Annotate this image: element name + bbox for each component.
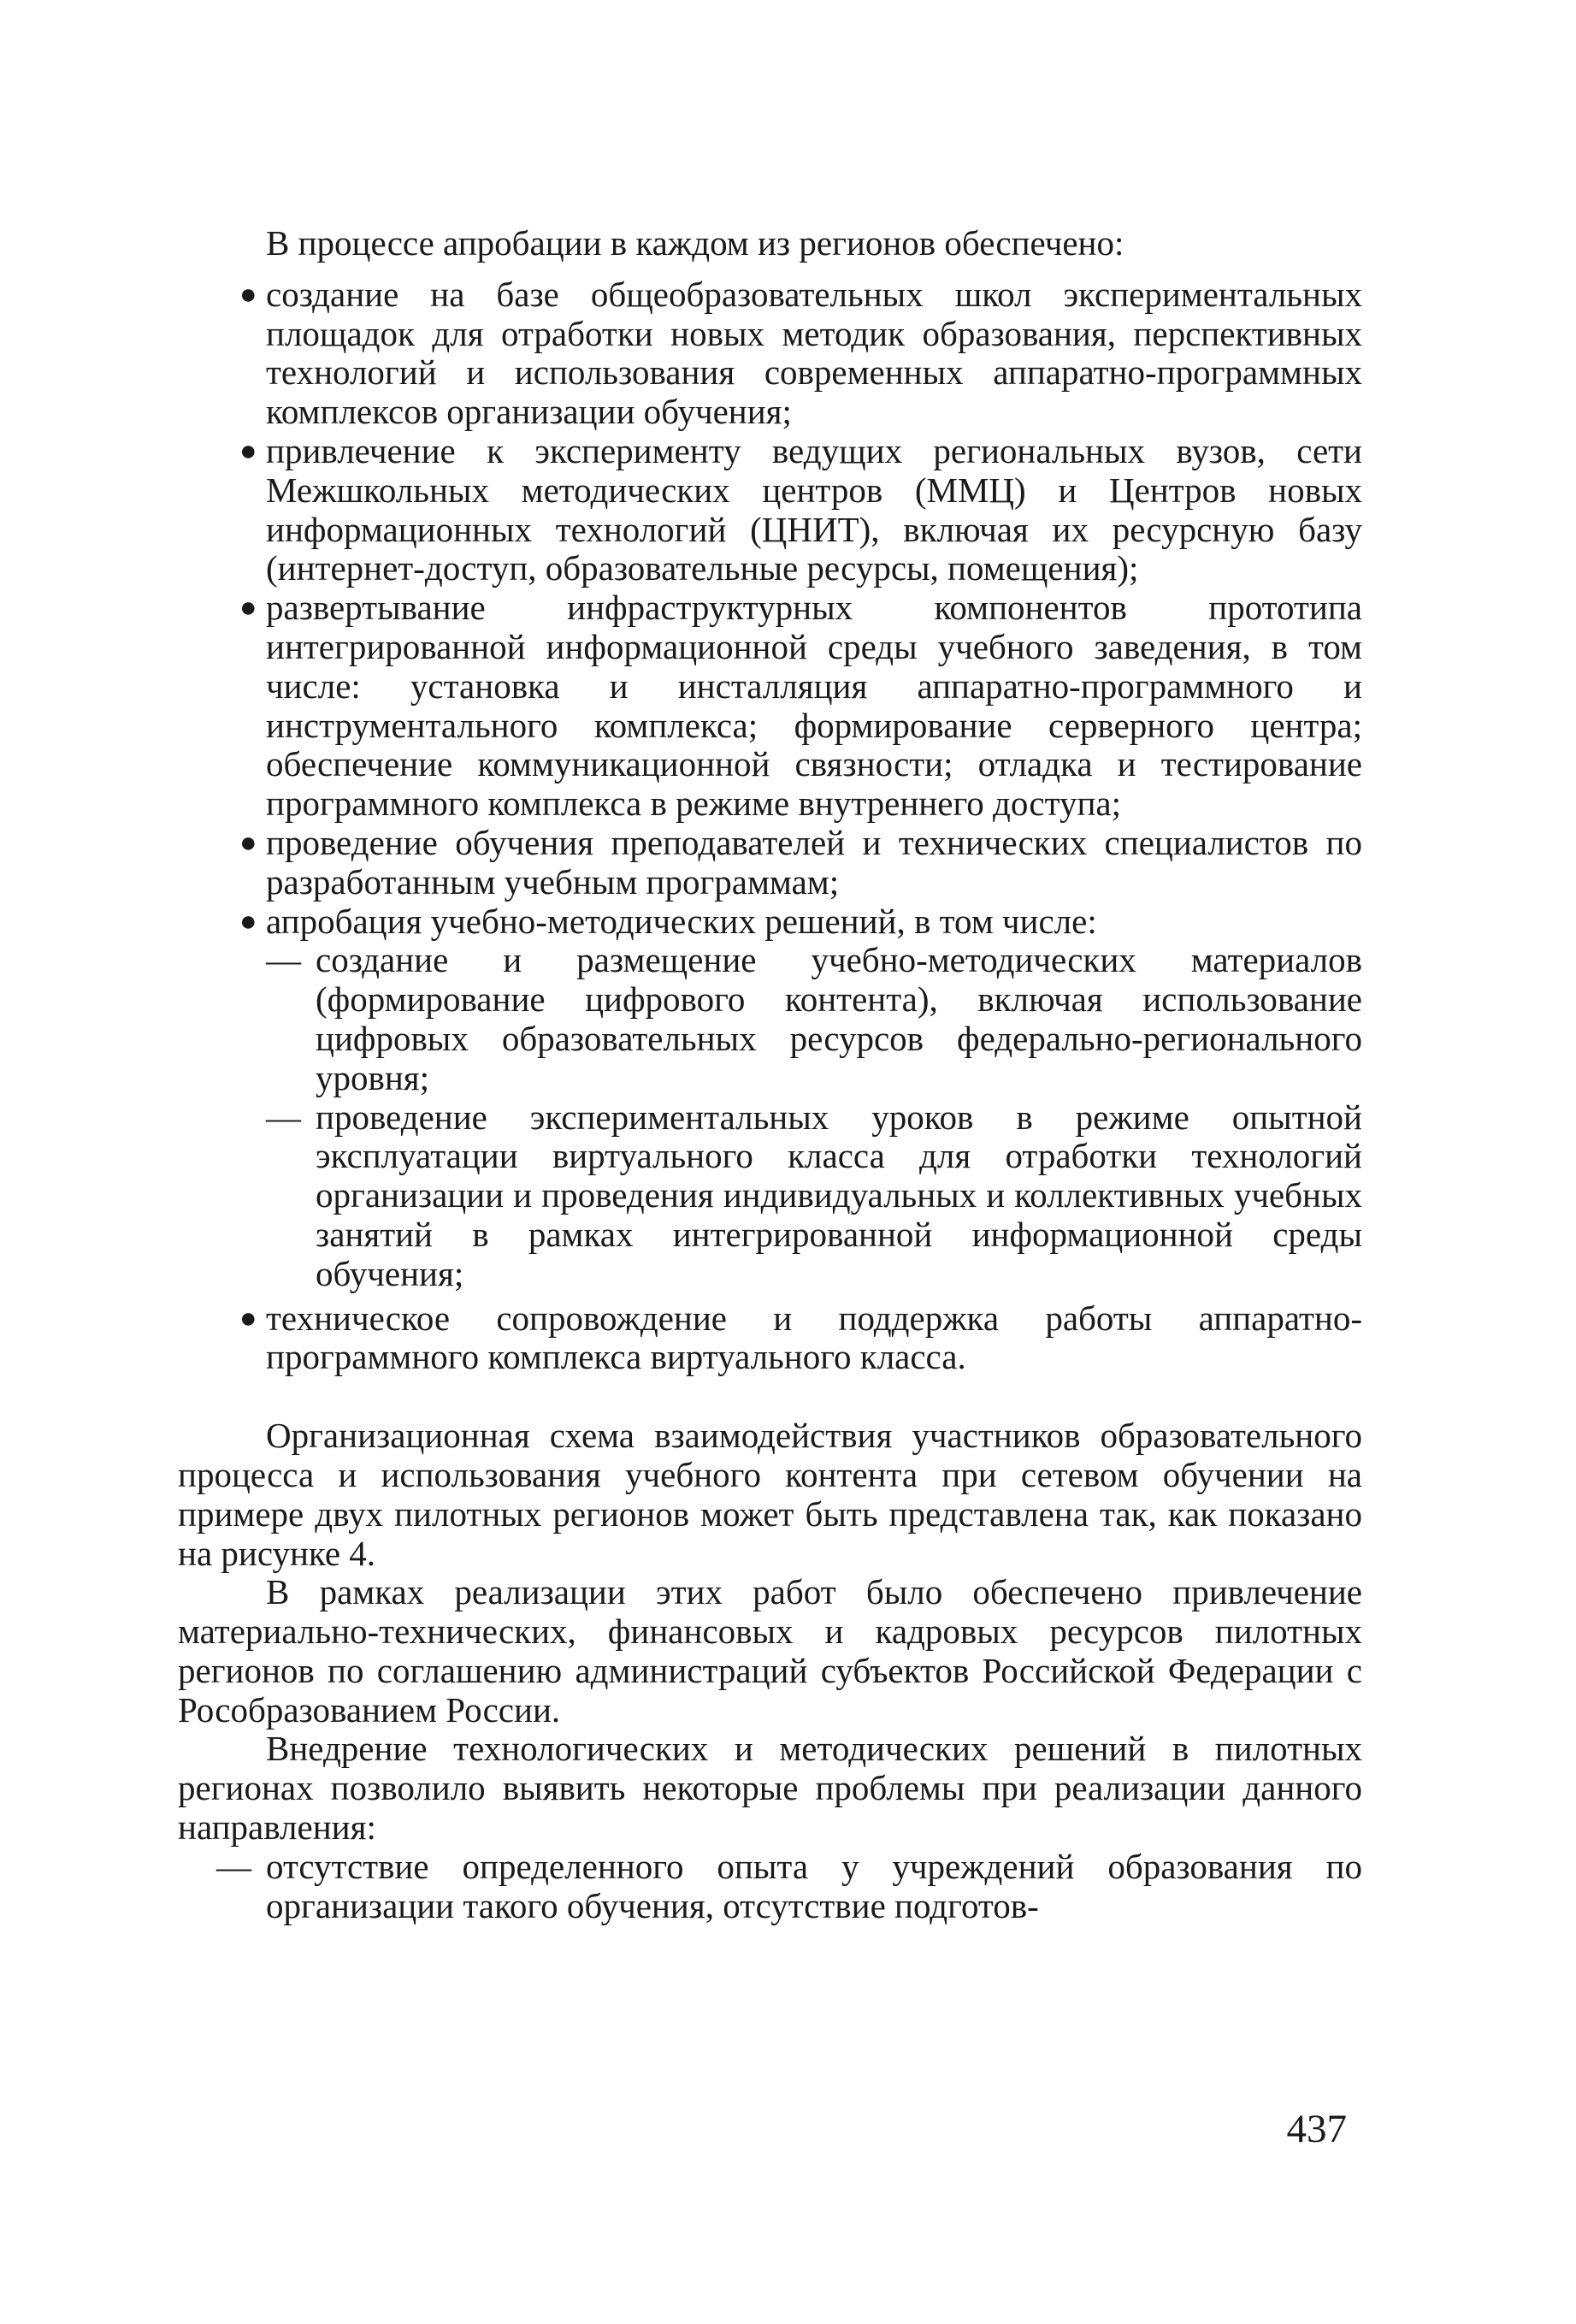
dash-marker: —	[266, 1097, 301, 1137]
bullet-text: апробация учебно-методических решений, в том числе:	[266, 901, 1097, 941]
sub-item-text: создание и размещение учебно-методических материалов (формирование цифрового контента), включая использование цифровых образовательных ресурсов федерально-регионального уровня;	[316, 940, 1362, 1097]
body-paragraph: Внедрение технологических и методических решений в пилотных регионах позволило выявить некоторые проблемы при реализации данного направления:	[178, 1729, 1362, 1848]
sub-list	[178, 941, 1362, 1293]
text-column	[178, 224, 1362, 1925]
bullet-text: привлечение к эксперименту ведущих региональных вузов, сети Межшкольных методических центров (ММЦ) и Центров новых информационных технологий (ЦНИТ), включая их ресурсную базу (интернет-доступ, образовательные ресурсы, помещения);	[266, 430, 1362, 588]
bullet-item	[178, 824, 1362, 902]
dash-marker: —	[266, 940, 301, 980]
problem-list-item	[178, 1848, 1362, 1926]
bullet-marker-icon: ●	[239, 435, 257, 467]
sub-item-text: проведение экспериментальных уроков в режиме опытной эксплуатации виртуального класса для отработки технологий организации и проведения индивидуальных и коллективных учебных занятий в рамках интегрированной информационной среды обучения;	[316, 1097, 1362, 1293]
bullet-marker-icon: ●	[239, 1302, 257, 1334]
sub-list-item	[178, 1098, 1362, 1294]
bullet-text: проведение обучения преподавателей и технических специалистов по разработанным учебным программам;	[266, 822, 1362, 902]
bullet-text: техническое сопровождение и поддержка работы аппаратно-программного комплекса виртуального класса.	[266, 1298, 1362, 1377]
problem-item-text: отсутствие определенного опыта у учреждений образования по организации такого обучения, отсутствие подготов-	[266, 1846, 1362, 1925]
bullet-marker-icon: ●	[239, 278, 257, 310]
sub-list-item	[178, 941, 1362, 1097]
bullet-marker-icon: ●	[239, 905, 257, 937]
body-paragraph: В рамках реализации этих работ было обеспечено привлечение материально-технических, финансовых и кадровых ресурсов пилотных регионов по соглашению администраций субъектов Российской Федерации с Рособразованием России.	[178, 1572, 1362, 1730]
bullet-item	[178, 432, 1362, 588]
dash-marker: —	[216, 1846, 251, 1886]
bullet-marker-icon: ●	[239, 826, 257, 859]
bullet-list	[178, 275, 1362, 942]
bullet-list-continued	[178, 1299, 1362, 1378]
bullet-text: создание на базе общеобразовательных школ экспериментальных площадок для отработки новых методик образования, перспективных технологий и использования современных аппаратно-программных комплексов организации обучения;	[266, 274, 1362, 432]
body-paragraph: Организационная схема взаимодействия участников образовательного процесса и использования учебного контента при сетевом обучении на примере двух пилотных регионов может быть представлена так, как показано на рисунке 4.	[178, 1416, 1362, 1573]
page-number: 437	[1286, 2107, 1347, 2151]
bullet-text: развертывание инфраструктурных компонентов прототипа интегрированной информационной среды учебного заведения, в том числе: установка и инсталляция аппаратно-программного и инструментального комплекса; формирование серверного центра; обеспечение коммуникационной связности; отладка и тестирование программного комплекса в режиме внутреннего доступа;	[266, 588, 1362, 824]
section-spacer	[178, 1377, 1362, 1416]
intro-paragraph: В процессе апробации в каждом из регионов обеспечено:	[266, 223, 1124, 263]
bullet-item	[178, 588, 1362, 824]
bullet-item	[178, 1299, 1362, 1378]
bullet-item	[178, 275, 1362, 432]
bullet-marker-icon: ●	[239, 592, 257, 624]
bullet-item	[178, 902, 1362, 942]
